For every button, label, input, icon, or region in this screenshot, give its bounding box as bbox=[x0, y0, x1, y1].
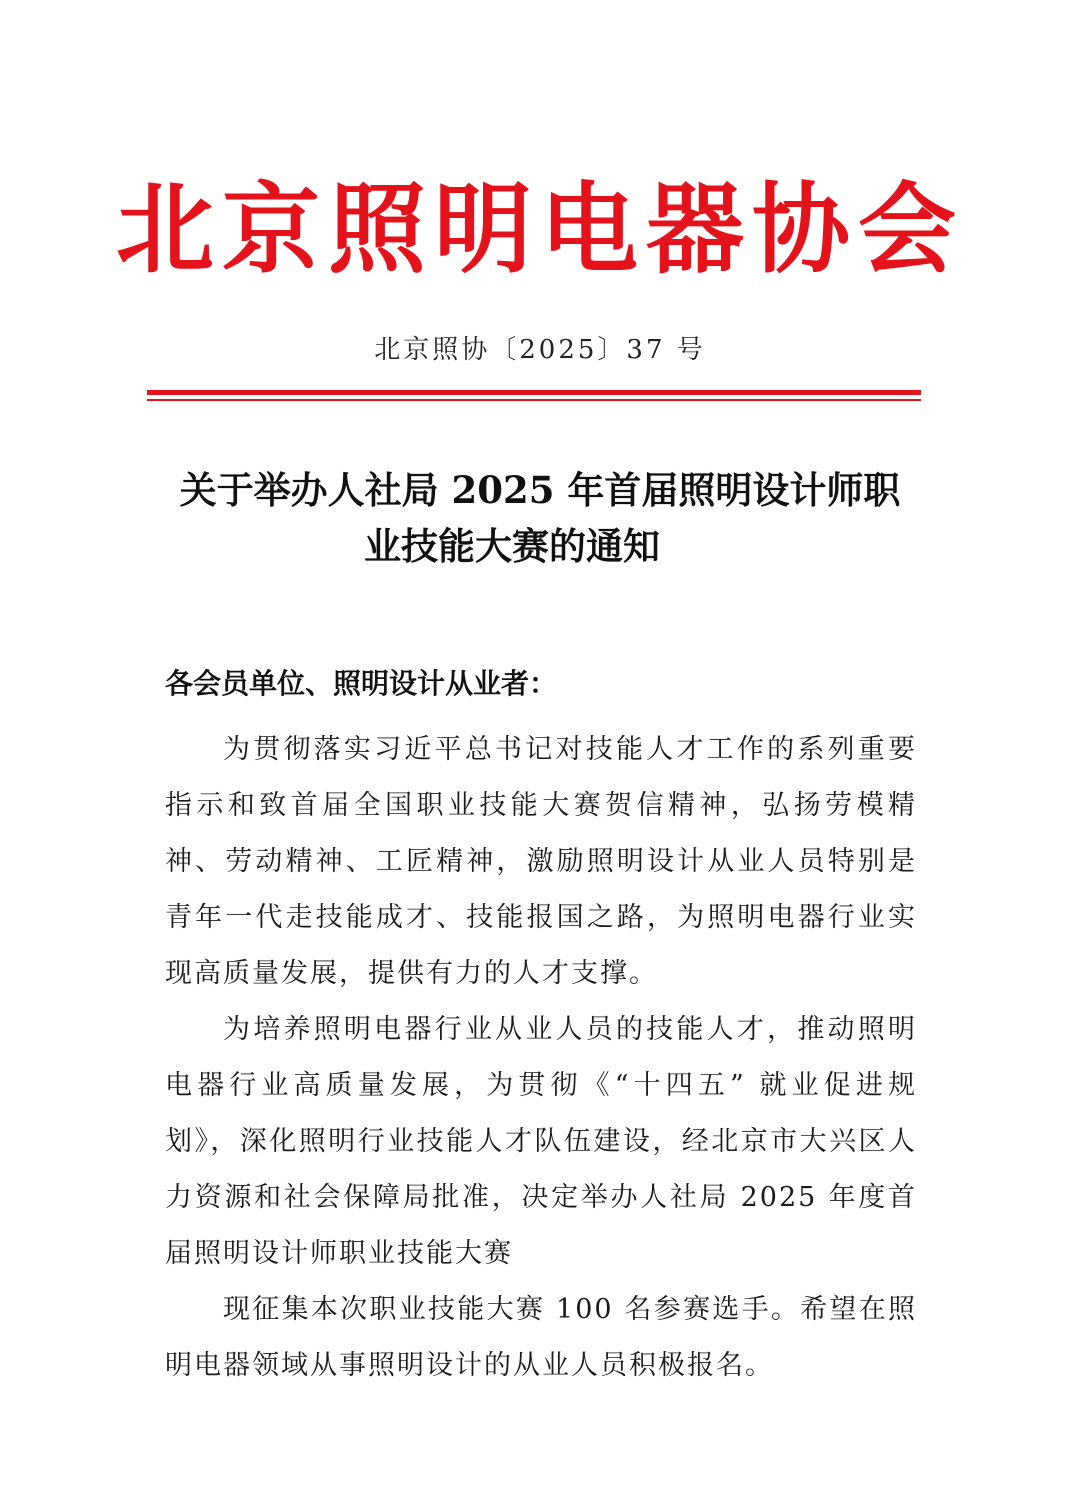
red-divider-thick bbox=[147, 390, 921, 395]
body-paragraph-2: 为培养照明电器行业从业人员的技能人才，推动照明电器行业高质量发展，为贯彻《“十四五” 就业促进规划》，深化照明行业技能人才队伍建设，经北京市大兴区人力资源和社会保障局批准，决定举办人社局 2025 年度首届照明设计师职业技能大赛 bbox=[165, 1014, 917, 1269]
organization-masthead: 北京照明电器协会 bbox=[115, 173, 964, 287]
body-paragraph-1: 为贯彻落实习近平总书记对技能人才工作的系列重要指示和致首届全国职业技能大赛贺信精神，弘扬劳模精神、劳动精神、工匠精神，激励照明设计从业人员特别是青年一代走技能成才、技能报国之路，为照明电器行业实现高质量发展，提供有力的人才支撑。 bbox=[165, 734, 917, 989]
notice-title-line-1: 关于举办人社局 2025 年首届照明设计师职 bbox=[179, 468, 901, 512]
notice-title bbox=[140, 462, 940, 574]
red-divider-thin bbox=[147, 399, 921, 401]
body-paragraph-3: 现征集本次职业技能大赛 100 名参赛选手。希望在照明电器领域从事照明设计的从业人员积极报名。 bbox=[165, 1294, 917, 1381]
notice-title-line-2: 业技能大赛的通知 bbox=[364, 524, 660, 568]
salutation: 各会员单位、照明设计从业者： bbox=[165, 667, 558, 700]
notice-body bbox=[165, 722, 917, 1394]
document-number: 北京照协〔2025〕37 号 bbox=[374, 335, 706, 365]
